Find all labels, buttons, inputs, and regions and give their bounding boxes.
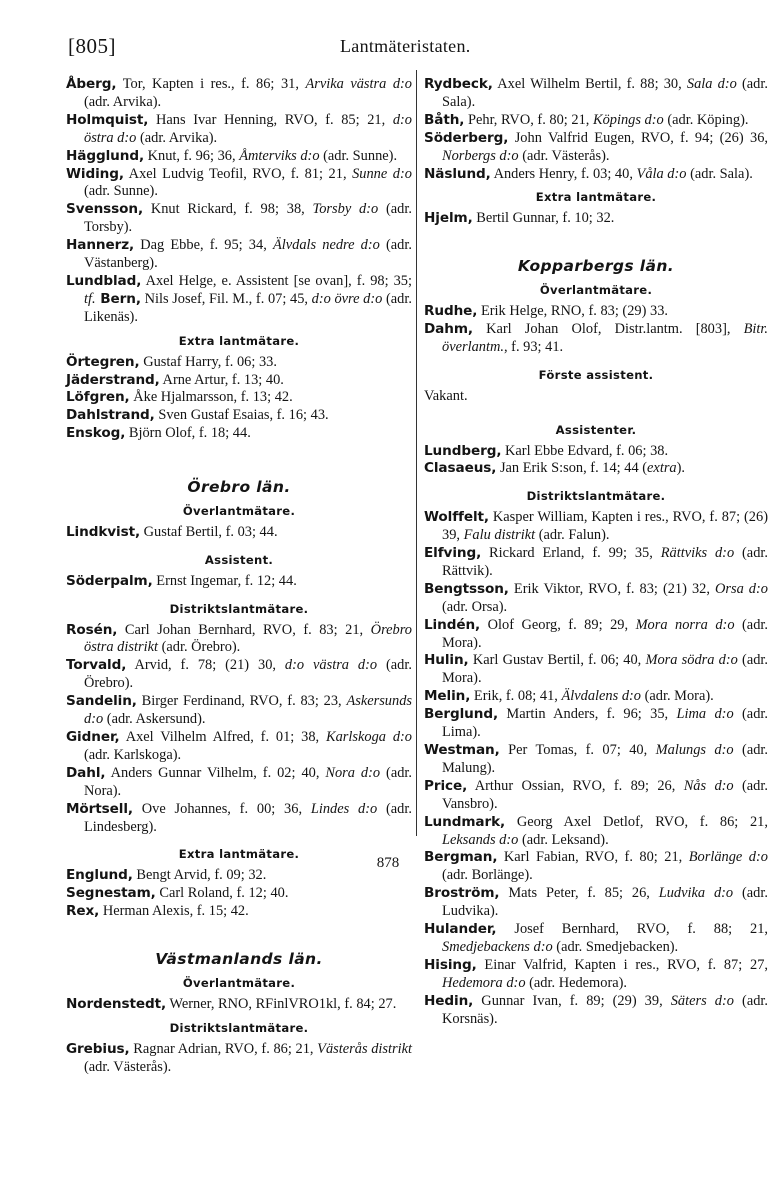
entry-group (66, 996, 412, 1014)
person-entry (424, 617, 768, 653)
surname: Bergman, (424, 849, 498, 866)
district-name: Rättviks d:o (660, 545, 735, 562)
surname: Sandelin, (66, 693, 137, 710)
entry-text: Ove Johannes, f. 00; 36, (141, 800, 311, 817)
district-name: Säters d:o (670, 992, 734, 1009)
person-entry (424, 303, 768, 321)
surname: Gidner, (66, 729, 120, 745)
section-heading: Distriktslantmätare. (169, 1020, 309, 1035)
person-entry (424, 112, 768, 130)
person-entry (424, 706, 768, 742)
entry-text: Gustaf Bertil, f. 03; 44. (143, 523, 278, 540)
district-name: tf. (84, 290, 96, 307)
entry-text: Ragnar Adrian, RVO, f. 86; 21, (133, 1040, 318, 1057)
entry-text: Birger Ferdinand, RVO, f. 83; 23, (141, 693, 347, 710)
person-entry (66, 148, 412, 166)
surname: Jäderstrand, (66, 371, 160, 388)
district-name: Mora norra d:o (635, 616, 735, 633)
entry-text: (adr. Sala). (442, 76, 768, 110)
district-name: Norbergs d:o (442, 147, 519, 164)
district-name: Sala d:o (686, 76, 737, 92)
district-name: Bitr. överlantm. (442, 320, 768, 355)
entry-text: (adr. Hedemora). (525, 974, 628, 991)
entry-text: (adr. Ludvika). (442, 885, 768, 920)
entry-group (424, 509, 768, 1028)
person-entry (424, 509, 768, 545)
person-entry (66, 885, 412, 903)
district-name: d:o övre d:o (311, 290, 383, 307)
person-entry (66, 765, 412, 801)
person-entry (424, 76, 768, 112)
district-name: Orsa d:o (714, 580, 768, 597)
person-entry (424, 921, 768, 957)
person-entry (66, 903, 412, 921)
page-header (68, 34, 708, 60)
entry-text: Herman Alexis, f. 15; 42. (102, 903, 249, 920)
person-entry (424, 885, 768, 921)
region-title: Kopparbergs län. (517, 257, 675, 276)
entry-text: (adr. Arvika). (84, 93, 162, 110)
person-entry (424, 688, 768, 706)
entry-text: Anders Henry, f. 03; 40, (493, 165, 637, 182)
entry-text: (adr. Smedjebacken). (552, 938, 679, 955)
person-entry (66, 801, 412, 837)
person-entry (66, 524, 412, 542)
entry-text: (adr. Arvika). (136, 129, 218, 146)
entry-text: Olof Georg, f. 89; 29, (487, 616, 636, 633)
district-name: Ludvika d:o (658, 885, 734, 902)
surname: Bengtsson, (424, 580, 509, 597)
person-entry (424, 321, 768, 357)
surname: Svensson, (66, 201, 144, 218)
entry-text: Bengt Arvid, f. 09; 32. (136, 867, 267, 884)
district-name: Lima d:o (676, 706, 734, 723)
entry-text: Werner, RNO, RFinlVRO1kl, f. 84; 27. (169, 995, 397, 1012)
entry-text: Karl Ebbe Edvard, f. 06; 38. (505, 442, 669, 459)
section-heading: Överlantmätare. (182, 504, 296, 519)
district-name: Borlänge d:o (688, 849, 768, 866)
district-name: Köpings d:o (592, 111, 664, 128)
entry-text: Karl Gustav Bertil, f. 06; 40, (472, 652, 646, 669)
person-entry (424, 742, 768, 778)
entry-text: (adr. Sunne). (84, 183, 158, 200)
surname: Dahm, (424, 320, 473, 337)
entry-text: Georg Axel Detlof, RVO, f. 86; 21, (516, 813, 768, 830)
entry-text: (adr. Mora). (442, 616, 768, 651)
entry-group (424, 443, 768, 479)
district-name: Falu distrikt (463, 527, 536, 544)
entry-text: (adr. Västerås). (84, 1058, 172, 1075)
entry-text: Arvid, f. 78; (21) 30, (134, 657, 285, 674)
person-entry (66, 425, 412, 443)
surname: Örtegren, (66, 353, 140, 370)
surname: Holmquist, (66, 111, 149, 128)
district-name: Sunne d:o (352, 165, 412, 182)
person-entry (424, 460, 768, 478)
entry-text: Erik, f. 08; 41, (473, 688, 562, 705)
entry-text: (adr. Sunne). (319, 147, 398, 164)
person-entry (424, 545, 768, 581)
surname: Hedin, (424, 992, 474, 1009)
entry-text: Einar Valfrid, Kapten i res., RVO, f. 87; 27, (484, 956, 768, 973)
entry-text: Karl Johan Olof, Distr.lantm. [803], (486, 320, 744, 337)
entry-text: Kasper William, Kapten i res., RVO, f. 87; (26) 39, (442, 509, 768, 544)
entry-text: (adr. Borlänge). (442, 867, 533, 884)
person-entry (66, 389, 412, 407)
person-entry (66, 729, 412, 765)
surname: Bern, (95, 290, 141, 307)
entry-text: (adr. Örebro). (157, 639, 241, 656)
entry-text: (adr. Mora). (442, 652, 768, 687)
person-entry (66, 112, 412, 148)
person-entry (424, 778, 768, 814)
section-heading: Extra lantmätare. (178, 847, 300, 862)
entry-group (424, 76, 768, 183)
surname: Hjelm, (424, 210, 473, 227)
surname: Mörtsell, (66, 800, 133, 817)
surname: Lindén, (424, 616, 481, 633)
person-entry (66, 573, 412, 591)
district-name: Våla d:o (636, 165, 687, 182)
entry-text: , f. 93; 41. (503, 338, 564, 355)
surname: Rex, (66, 903, 100, 920)
surname: Clasaeus, (424, 460, 497, 477)
district-name: Västerås distrikt (317, 1040, 412, 1057)
entry-text: Axel Ludvig Teofil, RVO, f. 81; 21, (128, 165, 353, 182)
district-name: Smedjebackens d:o (442, 938, 553, 955)
surname: Hannerz, (66, 237, 135, 254)
entry-text: (adr. Mora). (641, 688, 714, 705)
district-name: Torsby d:o (312, 201, 379, 218)
entry-text: Axel Wilhelm Bertil, f. 88; 30, (497, 76, 687, 92)
person-entry (66, 372, 412, 390)
person-entry (66, 996, 412, 1014)
entry-text: Erik Viktor, RVO, f. 83; (21) 32, (513, 580, 715, 597)
section-heading: Assistent. (204, 552, 274, 567)
section-heading: Extra lantmätare. (535, 190, 657, 205)
entry-text: Erik Helge, RNO, f. 83; (29) 33. (480, 303, 668, 320)
surname: Lundblad, (66, 272, 142, 289)
entry-text: Rickard Erland, f. 99; 35, (489, 545, 661, 562)
entry-text: Jan Erik S:son, f. 14; 44 ( (499, 460, 648, 477)
right-column (424, 76, 768, 1029)
surname: Söderberg, (424, 129, 509, 146)
surname: Båth, (424, 111, 465, 128)
entry-text: (adr. Sala). (686, 165, 753, 182)
surname: Löfgren, (66, 389, 130, 406)
entry-text: Axel Helge, e. Assistent [se ovan], f. 98; 35; (145, 272, 413, 289)
page-reference: [805] (68, 34, 116, 58)
entry-text: (adr. Korsnäs). (442, 992, 768, 1027)
entry-text: (adr. Malung). (442, 742, 768, 776)
surname: Rydbeck, (424, 76, 493, 92)
entry-text: (adr. Lima). (442, 706, 768, 741)
entry-text: (adr. Leksand). (518, 831, 609, 848)
entry-text: Josef Bernhard, RVO, f. 88; 21, (514, 921, 768, 938)
entry-text: Gustaf Harry, f. 06; 33. (143, 353, 277, 370)
entry-text: (adr. Nora). (84, 764, 413, 799)
section-heading: Extra lantmätare. (178, 333, 300, 348)
person-entry (424, 210, 768, 228)
district-name: Arvika västra d:o (305, 76, 413, 92)
person-entry (424, 443, 768, 461)
district-name: Lindes d:o (310, 800, 378, 817)
entry-text: Pehr, RVO, f. 80; 21, (467, 111, 593, 128)
person-entry (66, 354, 412, 372)
district-name: Nås d:o (683, 777, 734, 794)
entry-group (66, 524, 412, 542)
surname: Elfving, (424, 545, 482, 562)
district-name: Leksands d:o (442, 831, 519, 848)
person-entry (66, 622, 412, 658)
district-name: Karlskoga d:o (326, 729, 413, 745)
entry-text: (adr. Karlskoga). (84, 746, 182, 763)
person-entry (424, 130, 768, 166)
entry-text: Björn Olof, f. 18; 44. (128, 425, 251, 442)
surname: Hägglund, (66, 147, 145, 164)
entry-text: (adr. Orsa). (442, 598, 508, 615)
surname: Hulander, (424, 921, 497, 938)
district-name: Åmterviks d:o (239, 147, 320, 164)
person-entry (66, 693, 412, 729)
district-name: Malungs d:o (655, 742, 734, 758)
entry-text: Nils Josef, Fil. M., f. 07; 45, (140, 290, 312, 307)
person-entry (424, 581, 768, 617)
person-entry (66, 76, 412, 112)
entry-text: Knut, f. 96; 36, (147, 147, 240, 164)
entry-group (66, 867, 412, 921)
entry-group (66, 354, 412, 444)
surname: Grebius, (66, 1040, 130, 1057)
surname: Broström, (424, 885, 500, 902)
surname: Torvald, (66, 657, 127, 674)
surname: Dahlstrand, (66, 407, 155, 424)
surname: Rosén, (66, 621, 118, 638)
entry-text: Knut Rickard, f. 98; 38, (150, 201, 313, 218)
region-title: Örebro län. (187, 478, 291, 497)
person-entry (66, 237, 412, 273)
page-number: 878 (376, 855, 400, 871)
entry-text: Carl Roland, f. 12; 40. (159, 885, 289, 902)
surname: Widing, (66, 165, 124, 182)
district-name: Mora södra d:o (645, 652, 738, 669)
surname: Rudhe, (424, 303, 478, 320)
district-name: Askersunds d:o (84, 693, 412, 728)
person-entry (424, 166, 768, 184)
entry-group (66, 622, 412, 837)
person-entry (424, 652, 768, 688)
person-entry (424, 957, 768, 993)
surname: Enskog, (66, 425, 126, 442)
district-name: Älvdalens d:o (561, 688, 641, 705)
surname: Hulin, (424, 652, 469, 669)
surname: Westman, (424, 742, 500, 758)
surname: Hising, (424, 956, 477, 973)
district-name: Örebro östra distrikt (84, 621, 412, 656)
person-entry (66, 407, 412, 425)
entry-text: (adr. Lindesberg). (84, 800, 412, 835)
surname: Nordenstedt, (66, 995, 167, 1012)
district-name: Älvdals nedre d:o (272, 237, 380, 254)
district-name: d:o östra d:o (84, 111, 412, 146)
entry-text: Gunnar Ivan, f. 89; (29) 39, (481, 992, 671, 1009)
entry-text: (adr. Köping). (663, 111, 749, 128)
entry-text: (adr. Örebro). (84, 657, 412, 692)
entry-text: (adr. Västanberg). (84, 237, 412, 272)
surname: Melin, (424, 688, 471, 705)
district-name: extra (647, 460, 677, 477)
entry-text: (adr. Askersund). (103, 711, 206, 728)
entry-text: Arne Artur, f. 13; 40. (162, 371, 284, 388)
entry-group (66, 1041, 412, 1077)
district-name: Hedemora d:o (442, 974, 526, 991)
entry-text: Arthur Ossian, RVO, f. 89; 26, (474, 777, 684, 794)
surname: Söderpalm, (66, 572, 153, 589)
person-entry (424, 814, 768, 850)
person-entry (66, 657, 412, 693)
entry-text: Mats Peter, f. 85; 26, (508, 885, 659, 902)
person-entry (66, 273, 412, 327)
surname: Näslund, (424, 165, 491, 182)
surname: Price, (424, 777, 468, 794)
section-heading: Överlantmätare. (182, 975, 296, 990)
entry-group (424, 210, 768, 228)
person-entry (424, 993, 768, 1029)
entry-text: Ernst Ingemar, f. 12; 44. (156, 572, 297, 589)
section-heading: Förste assistent. (538, 367, 654, 382)
section-heading: Assistenter. (555, 422, 637, 437)
surname: Segnestam, (66, 885, 156, 902)
entry-group (424, 303, 768, 357)
entry-group (66, 76, 412, 327)
entry-text: (adr. Rättvik). (442, 545, 768, 579)
person-entry (66, 201, 412, 237)
district-name: Nora d:o (325, 764, 381, 781)
entry-text: Åke Hjalmarsson, f. 13; 42. (133, 389, 293, 406)
entry-text: Per Tomas, f. 07; 40, (508, 742, 656, 758)
entry-text: Martin Anders, f. 96; 35, (506, 706, 677, 723)
entry-text: John Valfrid Eugen, RVO, f. 94; (26) 36, (514, 129, 768, 146)
entry-text: (adr. Vansbro). (442, 777, 768, 812)
surname: Berglund, (424, 706, 499, 723)
surname: Åberg, (66, 76, 117, 92)
entry-text: Tor, Kapten i res., f. 86; 31, (122, 76, 306, 92)
column-divider (416, 70, 417, 836)
vacant-note: Vakant. (424, 387, 468, 404)
section-heading: Distriktslantmätare. (169, 601, 309, 616)
section-heading: Överlantmätare. (539, 283, 653, 298)
entry-text: (adr. Likenäs). (84, 290, 412, 325)
entry-text: Karl Fabian, RVO, f. 80; 21, (503, 849, 689, 866)
entry-text: Dag Ebbe, f. 95; 34, (140, 237, 273, 254)
person-entry (66, 1041, 412, 1077)
surname: Dahl, (66, 764, 106, 781)
running-title: Lantmäteristaten. (340, 36, 471, 56)
entry-text: Axel Vilhelm Alfred, f. 01; 38, (125, 729, 326, 745)
entry-text: Carl Johan Bernhard, RVO, f. 83; 21, (124, 621, 371, 638)
entry-text: (adr. Västerås). (518, 147, 610, 164)
surname: Englund, (66, 867, 133, 884)
surname: Lindkvist, (66, 523, 141, 540)
region-title: Västmanlands län. (155, 950, 323, 969)
entry-text: (adr. Torsby). (84, 201, 412, 236)
entry-group (66, 573, 412, 591)
left-column (66, 76, 412, 1077)
section-heading: Distriktslantmätare. (526, 489, 666, 504)
surname: Lundmark, (424, 813, 506, 830)
surname: Wolffelt, (424, 509, 489, 526)
entry-text: Hans Ivar Henning, RVO, f. 85; 21, (156, 111, 393, 128)
district-name: d:o västra d:o (284, 657, 378, 674)
person-entry (66, 166, 412, 202)
surname: Lundberg, (424, 442, 502, 459)
entry-text: Bertil Gunnar, f. 10; 32. (476, 210, 615, 227)
entry-text: Anders Gunnar Vilhelm, f. 02; 40, (110, 764, 326, 781)
entry-text: Sven Gustaf Esaias, f. 16; 43. (158, 407, 329, 424)
entry-text: ). (676, 460, 686, 477)
entry-text: (adr. Falun). (535, 527, 610, 544)
